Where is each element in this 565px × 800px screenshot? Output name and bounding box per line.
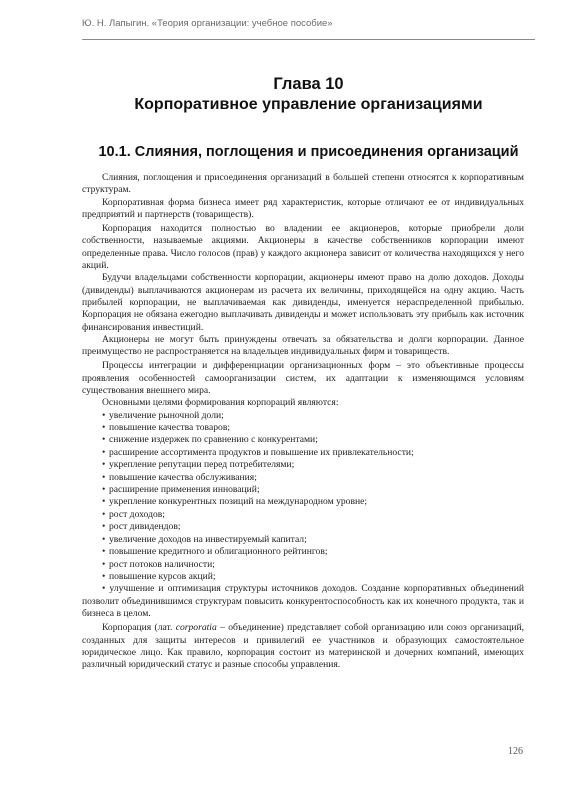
running-header: Ю. Н. Лапыгин. «Теория организации: учебное пособие»: [82, 15, 535, 40]
paragraph: Корпоративная форма бизнеса имеет ряд характеристик, которые отличают ее от индивидуальных предприятий и партнерств (товариществ).: [82, 196, 524, 220]
list-item: • снижение издержек по сравнению с конкурентами;: [102, 434, 318, 446]
bullet-icon: •: [102, 496, 106, 508]
list-item: • укрепление конкурентных позиций на международном уровне;: [102, 496, 368, 508]
list-item: • расширение ассортимента продуктов и повышение их привлекательности;: [102, 446, 414, 458]
list-item: • рост доходов;: [102, 508, 165, 520]
list-item: • повышение курсов акций;: [102, 570, 216, 582]
chapter-title: Корпоративное управление организациями: [134, 96, 483, 113]
paragraph: Будучи владельцами собственности корпорации, акционеры имеют право на долю доходов. Доходы (дивиденды) выплачиваются акционерам из расчета их величины, приходящейся на одну акцию. Часть прибылей корпорации, не выплачиваемая как дивиденды, именуется нераспределенной прибылью. Корпорация не обязана ежегодно выплачивать дивиденды и может использовать эту прибыль как источник финансирования инвестиций.: [82, 272, 524, 333]
paragraph: Корпорация находится полностью во владении ее акционеров, которые приобрели доли собственности, называемые акциями. Акционеры в качестве собственников корпорации имеют определенные права. Число голосов (прав) у каждого акционера зависит от количества находящихся у него акций.: [82, 223, 524, 272]
list-item: • повышение кредитного и облигационного рейтингов;: [102, 546, 328, 558]
paragraph: Процессы интеграции и дифференциации организационных форм – это объективные процессы проявления особенностей самоорганизации систем, их адаптации к изменяющимся условиям существования внешнего мира.: [82, 360, 524, 397]
bullet-icon: •: [102, 484, 106, 496]
goals-list: [82, 410, 524, 584]
bullet-icon: •: [102, 471, 106, 483]
bullet-icon: •: [102, 558, 106, 570]
list-item: • укрепление репутации перед потребителями;: [102, 459, 295, 471]
body-text: [82, 172, 524, 671]
bullet-icon: •: [102, 521, 106, 533]
paragraph-corporation-definition: Корпорация (лат. corporatia – объединение) представляет собой организацию или союз организаций, созданных для защиты интересов и привилегий ее участников и образующих самостоятельное юридическое лицо. Как правило, корпорация состоит из материнской и дочерних компаний, имеющих различный юридический статус и разные способы управления.: [82, 622, 524, 671]
list-item: • рост потоков наличности;: [102, 558, 215, 570]
bullet-icon: •: [102, 434, 106, 446]
list-item: • расширение применения инноваций;: [102, 484, 260, 496]
list-item: • увеличение рыночной доли;: [102, 409, 224, 421]
list-item: • повышение качества товаров;: [102, 422, 231, 434]
chapter-number: Глава 10: [273, 75, 344, 93]
bullet-icon: •: [102, 570, 106, 582]
latin-term: corporatia: [175, 622, 217, 634]
bullet-icon: •: [102, 546, 106, 558]
bullet-icon: •: [102, 459, 106, 471]
paragraph: Акционеры не могут быть принуждены отвечать за обязательства и долги корпорации. Данное преимущество не распространяется на владельцев индивидуальных фирм и товариществ.: [82, 333, 524, 358]
paragraph-last-bullet: • улучшение и оптимизация структуры источников доходов. Создание корпоративных объединений позволит объединившимся структурам повысить конкурентоспособность как их конечного продукта, так и бизнеса в целом.: [82, 583, 524, 619]
section-title: 10.1. Слияния, поглощения и присоединения организаций: [98, 144, 519, 160]
bullet-icon: •: [102, 409, 106, 421]
page-number: 126: [508, 746, 523, 757]
bullet-icon: •: [102, 533, 106, 545]
list-item: • повышение качества обслуживания;: [102, 471, 257, 483]
bullet-icon: •: [102, 508, 106, 520]
bullet-icon: •: [102, 446, 106, 458]
paragraph: Основными целями формирования корпораций являются:: [102, 397, 339, 409]
list-item: • увеличение доходов на инвестируемый капитал;: [102, 533, 307, 545]
paragraph: Слияния, поглощения и присоединения организаций в большей степени относятся к корпоративным структурам.: [82, 172, 524, 196]
bullet-icon: •: [102, 422, 106, 434]
list-item: • рост дивидендов;: [102, 521, 181, 533]
